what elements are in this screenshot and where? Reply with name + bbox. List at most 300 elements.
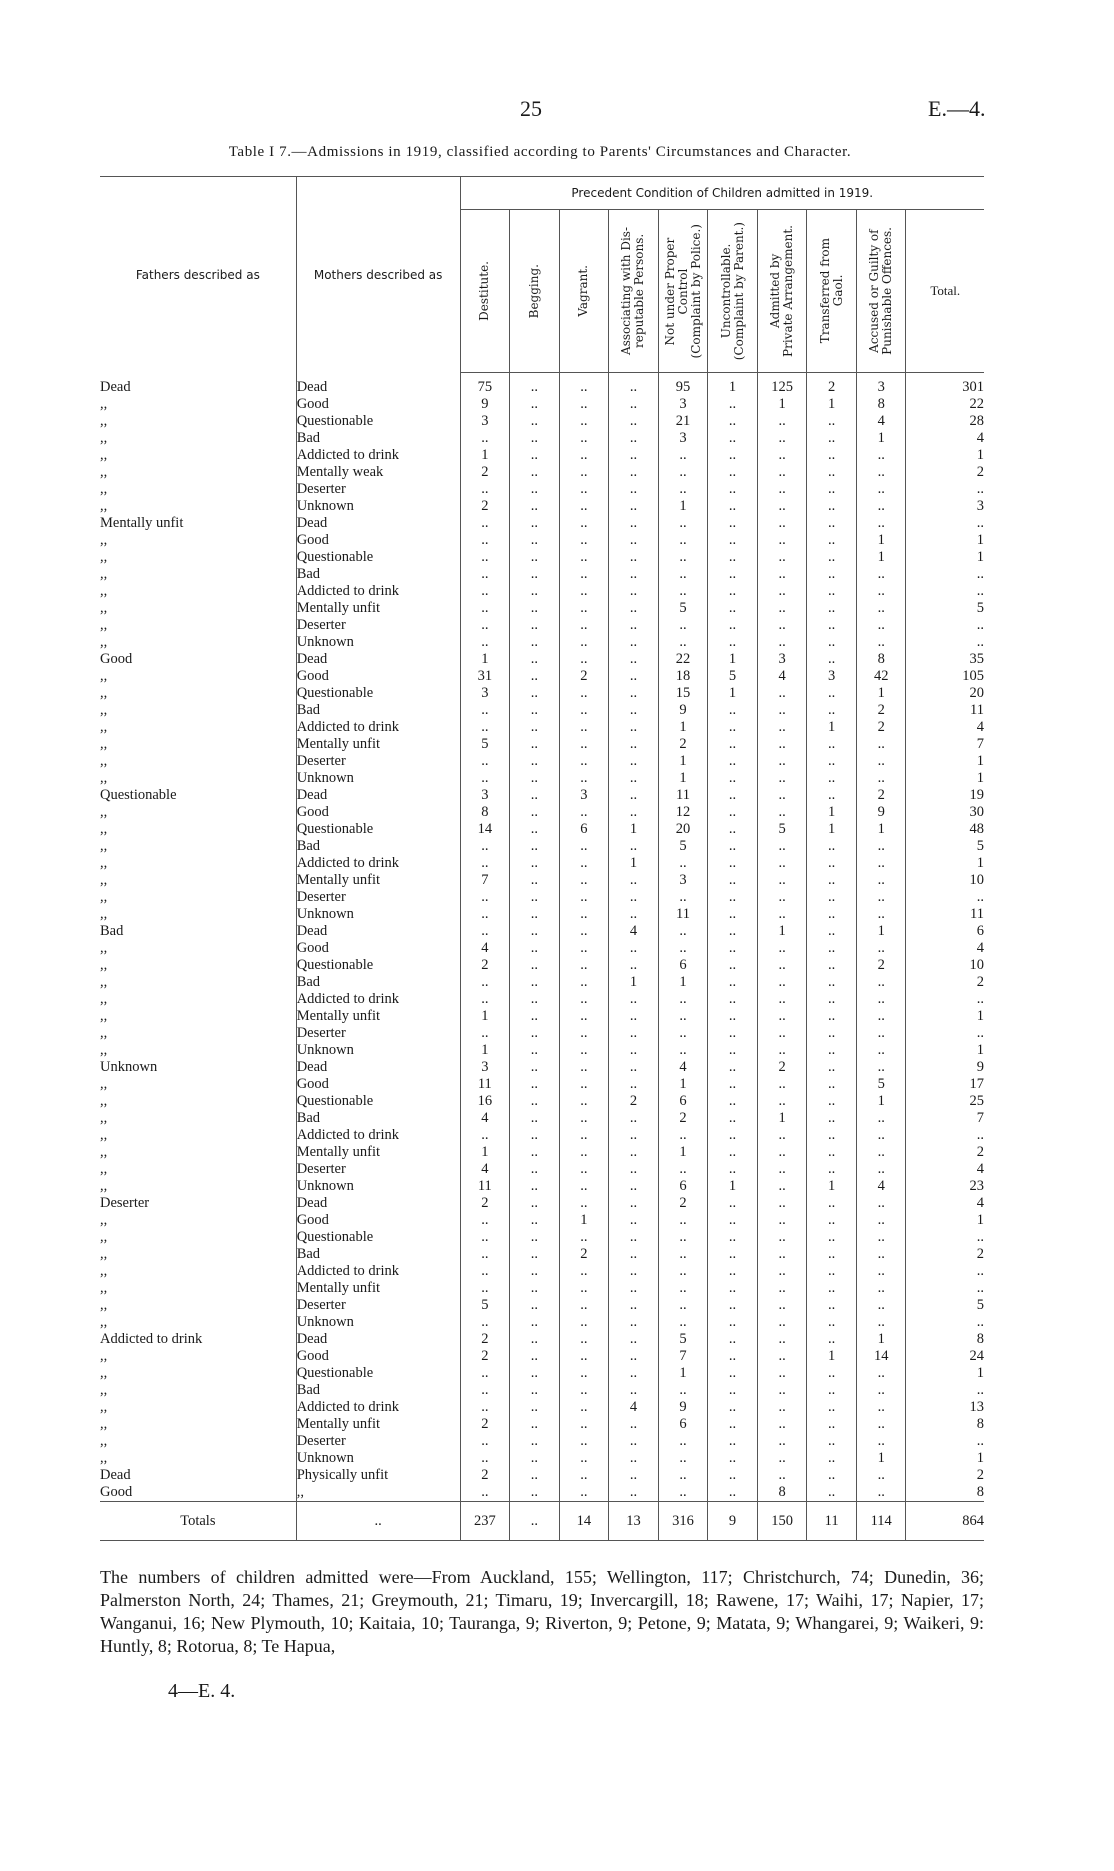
- mother-cell: Mentally unfit: [296, 736, 460, 753]
- value-cell: ..: [559, 770, 609, 787]
- father-cell: ,,: [100, 566, 108, 582]
- admissions-table-container: [100, 176, 984, 1541]
- value-cell: ..: [658, 566, 708, 583]
- value-cell: ..: [807, 1365, 857, 1382]
- father-cell: ,,: [100, 855, 108, 871]
- value-cell: 2: [559, 1246, 609, 1263]
- value-cell: ..: [708, 1467, 758, 1484]
- value-cell: ..: [609, 1144, 659, 1161]
- value-cell: ..: [708, 736, 758, 753]
- value-cell: ..: [856, 464, 906, 481]
- value-cell: ..: [807, 1331, 857, 1348]
- total-cell: 1: [906, 1042, 984, 1059]
- value-cell: ..: [658, 923, 708, 940]
- mother-cell: Addicted to drink: [296, 447, 460, 464]
- total-cell: ..: [906, 617, 984, 634]
- value-cell: ..: [609, 566, 659, 583]
- value-cell: 3: [856, 373, 906, 397]
- table-row: [100, 413, 984, 430]
- value-cell: ..: [609, 702, 659, 719]
- value-cell: ..: [757, 464, 807, 481]
- totals-value-cell: 150: [757, 1502, 807, 1541]
- father-cell: ,,: [100, 1416, 108, 1432]
- value-cell: ..: [856, 1229, 906, 1246]
- value-cell: ..: [510, 1382, 560, 1399]
- value-cell: ..: [658, 1161, 708, 1178]
- value-cell: ..: [460, 1484, 510, 1502]
- value-cell: ..: [559, 872, 609, 889]
- value-cell: ..: [510, 617, 560, 634]
- value-cell: ..: [559, 549, 609, 566]
- value-cell: ..: [856, 1382, 906, 1399]
- value-cell: ..: [757, 1280, 807, 1297]
- value-cell: ..: [510, 1416, 560, 1433]
- value-cell: ..: [559, 373, 609, 397]
- value-cell: ..: [757, 515, 807, 532]
- value-cell: ..: [757, 991, 807, 1008]
- value-cell: ..: [856, 600, 906, 617]
- value-cell: ..: [708, 702, 758, 719]
- value-cell: 2: [658, 1195, 708, 1212]
- value-cell: ..: [708, 617, 758, 634]
- father-cell: ,,: [100, 1127, 108, 1143]
- total-cell: ..: [906, 515, 984, 532]
- totals-mother-cell: ..: [296, 1502, 460, 1541]
- mother-cell: Questionable: [296, 413, 460, 430]
- mother-cell: Bad: [296, 430, 460, 447]
- value-cell: ..: [856, 1059, 906, 1076]
- value-cell: ..: [609, 583, 659, 600]
- total-cell: 1: [906, 1450, 984, 1467]
- table-row: [100, 821, 984, 838]
- total-cell: 5: [906, 600, 984, 617]
- mother-cell: Deserter: [296, 481, 460, 498]
- table-row: [100, 1382, 984, 1399]
- value-cell: 1: [460, 1042, 510, 1059]
- value-cell: 1: [658, 753, 708, 770]
- value-cell: 1: [807, 396, 857, 413]
- value-cell: ..: [510, 1127, 560, 1144]
- value-cell: ..: [708, 600, 758, 617]
- value-cell: 2: [460, 1331, 510, 1348]
- value-cell: ..: [658, 515, 708, 532]
- column-header-uncontrollable: Uncontrollable. (Complaint by Parent.): [708, 210, 758, 373]
- value-cell: ..: [856, 1280, 906, 1297]
- value-cell: ..: [609, 1450, 659, 1467]
- table-row: [100, 1331, 984, 1348]
- value-cell: ..: [856, 1467, 906, 1484]
- value-cell: ..: [807, 1195, 857, 1212]
- mother-cell: Questionable: [296, 1365, 460, 1382]
- total-cell: 25: [906, 1093, 984, 1110]
- father-cell: ,,: [100, 1076, 108, 1092]
- mother-cell: Good: [296, 804, 460, 821]
- value-cell: ..: [559, 430, 609, 447]
- value-cell: ..: [609, 498, 659, 515]
- value-cell: 2: [757, 1059, 807, 1076]
- value-cell: 75: [460, 373, 510, 397]
- father-cell: ,,: [100, 1110, 108, 1126]
- value-cell: ..: [757, 498, 807, 515]
- value-cell: 125: [757, 373, 807, 397]
- value-cell: ..: [510, 464, 560, 481]
- value-cell: 2: [460, 464, 510, 481]
- value-cell: ..: [658, 1229, 708, 1246]
- value-cell: ..: [658, 1467, 708, 1484]
- value-cell: ..: [856, 736, 906, 753]
- mother-cell: Mentally weak: [296, 464, 460, 481]
- value-cell: ..: [559, 1280, 609, 1297]
- value-cell: ..: [757, 1025, 807, 1042]
- father-cell: ,,: [100, 1025, 108, 1041]
- value-cell: 6: [658, 1093, 708, 1110]
- father-cell: ,,: [100, 804, 108, 820]
- mother-cell: Bad: [296, 702, 460, 719]
- value-cell: ..: [510, 481, 560, 498]
- value-cell: ..: [510, 685, 560, 702]
- father-cell: ,,: [100, 600, 108, 616]
- value-cell: ..: [708, 1450, 758, 1467]
- value-cell: ..: [559, 464, 609, 481]
- mother-cell: Bad: [296, 1110, 460, 1127]
- value-cell: ..: [510, 855, 560, 872]
- value-cell: 1: [856, 821, 906, 838]
- value-cell: ..: [510, 1297, 560, 1314]
- value-cell: ..: [807, 1127, 857, 1144]
- value-cell: ..: [510, 1450, 560, 1467]
- total-cell: 2: [906, 1246, 984, 1263]
- value-cell: ..: [510, 566, 560, 583]
- value-cell: ..: [510, 838, 560, 855]
- value-cell: 1: [658, 719, 708, 736]
- value-cell: ..: [510, 1433, 560, 1450]
- value-cell: 2: [460, 498, 510, 515]
- value-cell: ..: [559, 634, 609, 651]
- value-cell: ..: [658, 1008, 708, 1025]
- value-cell: 2: [460, 957, 510, 974]
- total-cell: ..: [906, 1314, 984, 1331]
- father-cell: ,,: [100, 770, 108, 786]
- value-cell: 2: [559, 668, 609, 685]
- total-cell: 24: [906, 1348, 984, 1365]
- value-cell: 1: [460, 1008, 510, 1025]
- value-cell: ..: [807, 940, 857, 957]
- total-cell: 1: [906, 549, 984, 566]
- mother-cell: Dead: [296, 787, 460, 804]
- value-cell: 4: [460, 940, 510, 957]
- total-cell: 2: [906, 974, 984, 991]
- value-cell: ..: [460, 1382, 510, 1399]
- value-cell: ..: [510, 804, 560, 821]
- value-cell: ..: [658, 1025, 708, 1042]
- mother-cell: Good: [296, 1212, 460, 1229]
- value-cell: 1: [609, 974, 659, 991]
- footer-code: 4—E. 4.: [168, 1680, 236, 1702]
- value-cell: ..: [609, 1229, 659, 1246]
- table-body: [100, 373, 984, 1541]
- value-cell: ..: [757, 838, 807, 855]
- total-cell: ..: [906, 1025, 984, 1042]
- value-cell: ..: [609, 413, 659, 430]
- total-cell: 105: [906, 668, 984, 685]
- value-cell: ..: [559, 1229, 609, 1246]
- value-cell: ..: [757, 855, 807, 872]
- value-cell: ..: [658, 1212, 708, 1229]
- table-row: [100, 906, 984, 923]
- total-cell: 22: [906, 396, 984, 413]
- value-cell: ..: [807, 1314, 857, 1331]
- value-cell: ..: [510, 1263, 560, 1280]
- father-cell: ,,: [100, 464, 108, 480]
- column-header-transferred-gaol: Transferred from Gaol.: [807, 210, 857, 373]
- father-cell: ,,: [100, 906, 108, 922]
- totals-value-cell: 316: [658, 1502, 708, 1541]
- value-cell: ..: [658, 1433, 708, 1450]
- value-cell: ..: [609, 1467, 659, 1484]
- value-cell: ..: [609, 651, 659, 668]
- value-cell: ..: [559, 753, 609, 770]
- mother-cell: Deserter: [296, 1161, 460, 1178]
- value-cell: ..: [609, 957, 659, 974]
- value-cell: ..: [807, 1229, 857, 1246]
- total-cell: 7: [906, 736, 984, 753]
- value-cell: ..: [658, 1484, 708, 1502]
- value-cell: ..: [856, 1365, 906, 1382]
- value-cell: ..: [856, 634, 906, 651]
- value-cell: ..: [658, 1263, 708, 1280]
- value-cell: ..: [510, 1110, 560, 1127]
- total-cell: 10: [906, 872, 984, 889]
- table-row: [100, 447, 984, 464]
- mother-cell: Bad: [296, 566, 460, 583]
- father-cell: ,,: [100, 1008, 108, 1024]
- value-cell: ..: [510, 1008, 560, 1025]
- value-cell: ..: [559, 532, 609, 549]
- value-cell: ..: [856, 617, 906, 634]
- value-cell: ..: [510, 600, 560, 617]
- value-cell: ..: [609, 373, 659, 397]
- value-cell: ..: [757, 430, 807, 447]
- father-cell: ,,: [100, 1093, 108, 1109]
- value-cell: ..: [856, 1484, 906, 1502]
- value-cell: ..: [757, 1144, 807, 1161]
- value-cell: ..: [658, 532, 708, 549]
- value-cell: ..: [510, 1314, 560, 1331]
- value-cell: ..: [510, 668, 560, 685]
- mother-cell: Deserter: [296, 1433, 460, 1450]
- value-cell: ..: [708, 1059, 758, 1076]
- value-cell: ..: [757, 549, 807, 566]
- value-cell: ..: [708, 1212, 758, 1229]
- value-cell: ..: [609, 464, 659, 481]
- value-cell: 1: [559, 1212, 609, 1229]
- admissions-table: [100, 176, 984, 1541]
- total-cell: 4: [906, 430, 984, 447]
- total-cell: 17: [906, 1076, 984, 1093]
- value-cell: ..: [609, 1076, 659, 1093]
- value-cell: ..: [510, 1331, 560, 1348]
- father-cell: Questionable: [100, 787, 177, 803]
- value-cell: ..: [757, 736, 807, 753]
- value-cell: 2: [856, 719, 906, 736]
- value-cell: ..: [856, 753, 906, 770]
- father-cell: ,,: [100, 1433, 108, 1449]
- value-cell: 1: [609, 855, 659, 872]
- mother-cell: Questionable: [296, 1229, 460, 1246]
- value-cell: ..: [757, 804, 807, 821]
- value-cell: ..: [609, 872, 659, 889]
- value-cell: ..: [658, 889, 708, 906]
- value-cell: ..: [757, 1127, 807, 1144]
- value-cell: 1: [807, 719, 857, 736]
- value-cell: ..: [708, 1382, 758, 1399]
- value-cell: 3: [658, 872, 708, 889]
- value-cell: ..: [807, 957, 857, 974]
- value-cell: ..: [510, 515, 560, 532]
- value-cell: ..: [757, 906, 807, 923]
- value-cell: ..: [559, 889, 609, 906]
- value-cell: ..: [708, 464, 758, 481]
- total-cell: 1: [906, 447, 984, 464]
- value-cell: ..: [510, 872, 560, 889]
- table-row: [100, 1025, 984, 1042]
- table-row: [100, 549, 984, 566]
- value-cell: ..: [559, 957, 609, 974]
- value-cell: ..: [609, 1263, 659, 1280]
- value-cell: ..: [609, 1382, 659, 1399]
- value-cell: ..: [460, 1127, 510, 1144]
- value-cell: ..: [609, 617, 659, 634]
- value-cell: ..: [856, 991, 906, 1008]
- value-cell: 1: [807, 1348, 857, 1365]
- table-row: [100, 1059, 984, 1076]
- value-cell: 3: [658, 396, 708, 413]
- value-cell: ..: [460, 1263, 510, 1280]
- father-cell: ,,: [100, 583, 108, 599]
- mother-cell: Dead: [296, 923, 460, 940]
- table-row: [100, 957, 984, 974]
- mother-cell: Unknown: [296, 906, 460, 923]
- table-row: [100, 1484, 984, 1502]
- value-cell: ..: [807, 702, 857, 719]
- totals-value-cell: ..: [510, 1502, 560, 1541]
- value-cell: ..: [856, 855, 906, 872]
- table-row: [100, 1314, 984, 1331]
- table-row: [100, 464, 984, 481]
- value-cell: ..: [807, 1450, 857, 1467]
- mother-cell: Good: [296, 1348, 460, 1365]
- value-cell: 8: [856, 396, 906, 413]
- value-cell: ..: [708, 872, 758, 889]
- column-header-destitute: Destitute.: [460, 210, 510, 373]
- value-cell: ..: [460, 617, 510, 634]
- value-cell: ..: [559, 1416, 609, 1433]
- value-cell: ..: [757, 532, 807, 549]
- value-cell: ..: [807, 600, 857, 617]
- value-cell: ..: [757, 753, 807, 770]
- value-cell: ..: [559, 1450, 609, 1467]
- mother-cell: Questionable: [296, 957, 460, 974]
- value-cell: ..: [708, 481, 758, 498]
- father-cell: ,,: [100, 1399, 108, 1415]
- table-row: [100, 373, 984, 397]
- mother-cell: ,,: [296, 1484, 460, 1502]
- value-cell: ..: [559, 974, 609, 991]
- value-cell: 1: [658, 974, 708, 991]
- table-row: [100, 736, 984, 753]
- value-cell: ..: [609, 430, 659, 447]
- value-cell: 7: [460, 872, 510, 889]
- father-cell: ,,: [100, 498, 108, 514]
- mother-cell: Mentally unfit: [296, 600, 460, 617]
- value-cell: ..: [856, 1161, 906, 1178]
- value-cell: ..: [856, 889, 906, 906]
- table-row: [100, 923, 984, 940]
- value-cell: ..: [460, 770, 510, 787]
- total-cell: ..: [906, 991, 984, 1008]
- father-cell: Bad: [100, 923, 124, 939]
- value-cell: ..: [609, 634, 659, 651]
- value-cell: ..: [559, 1314, 609, 1331]
- total-cell: 2: [906, 1467, 984, 1484]
- table-row: [100, 1110, 984, 1127]
- value-cell: 2: [460, 1348, 510, 1365]
- value-cell: ..: [708, 1195, 758, 1212]
- value-cell: ..: [609, 889, 659, 906]
- value-cell: 9: [856, 804, 906, 821]
- value-cell: ..: [708, 1331, 758, 1348]
- value-cell: 1: [658, 770, 708, 787]
- value-cell: 5: [460, 1297, 510, 1314]
- table-row: [100, 787, 984, 804]
- total-cell: 1: [906, 1212, 984, 1229]
- total-cell: 4: [906, 1195, 984, 1212]
- value-cell: 3: [460, 685, 510, 702]
- table-row: [100, 1467, 984, 1484]
- value-cell: ..: [856, 498, 906, 515]
- mother-cell: Dead: [296, 651, 460, 668]
- total-cell: 1: [906, 770, 984, 787]
- value-cell: ..: [807, 566, 857, 583]
- value-cell: ..: [708, 498, 758, 515]
- value-cell: 6: [658, 957, 708, 974]
- value-cell: ..: [757, 1365, 807, 1382]
- table-row: [100, 1348, 984, 1365]
- value-cell: ..: [757, 447, 807, 464]
- value-cell: ..: [609, 1127, 659, 1144]
- value-cell: ..: [807, 872, 857, 889]
- value-cell: ..: [708, 1229, 758, 1246]
- father-cell: ,,: [100, 736, 108, 752]
- mother-cell: Good: [296, 1076, 460, 1093]
- value-cell: ..: [460, 923, 510, 940]
- table-row: [100, 1280, 984, 1297]
- value-cell: ..: [807, 1246, 857, 1263]
- value-cell: 3: [807, 668, 857, 685]
- value-cell: ..: [708, 957, 758, 974]
- value-cell: 2: [609, 1093, 659, 1110]
- total-cell: 1: [906, 1008, 984, 1025]
- value-cell: 14: [460, 821, 510, 838]
- mother-cell: Addicted to drink: [296, 991, 460, 1008]
- father-cell: ,,: [100, 1246, 108, 1262]
- mother-cell: Dead: [296, 515, 460, 532]
- father-cell: ,,: [100, 1178, 108, 1194]
- value-cell: ..: [757, 1212, 807, 1229]
- value-cell: ..: [510, 1484, 560, 1502]
- value-cell: ..: [708, 1314, 758, 1331]
- value-cell: ..: [609, 1280, 659, 1297]
